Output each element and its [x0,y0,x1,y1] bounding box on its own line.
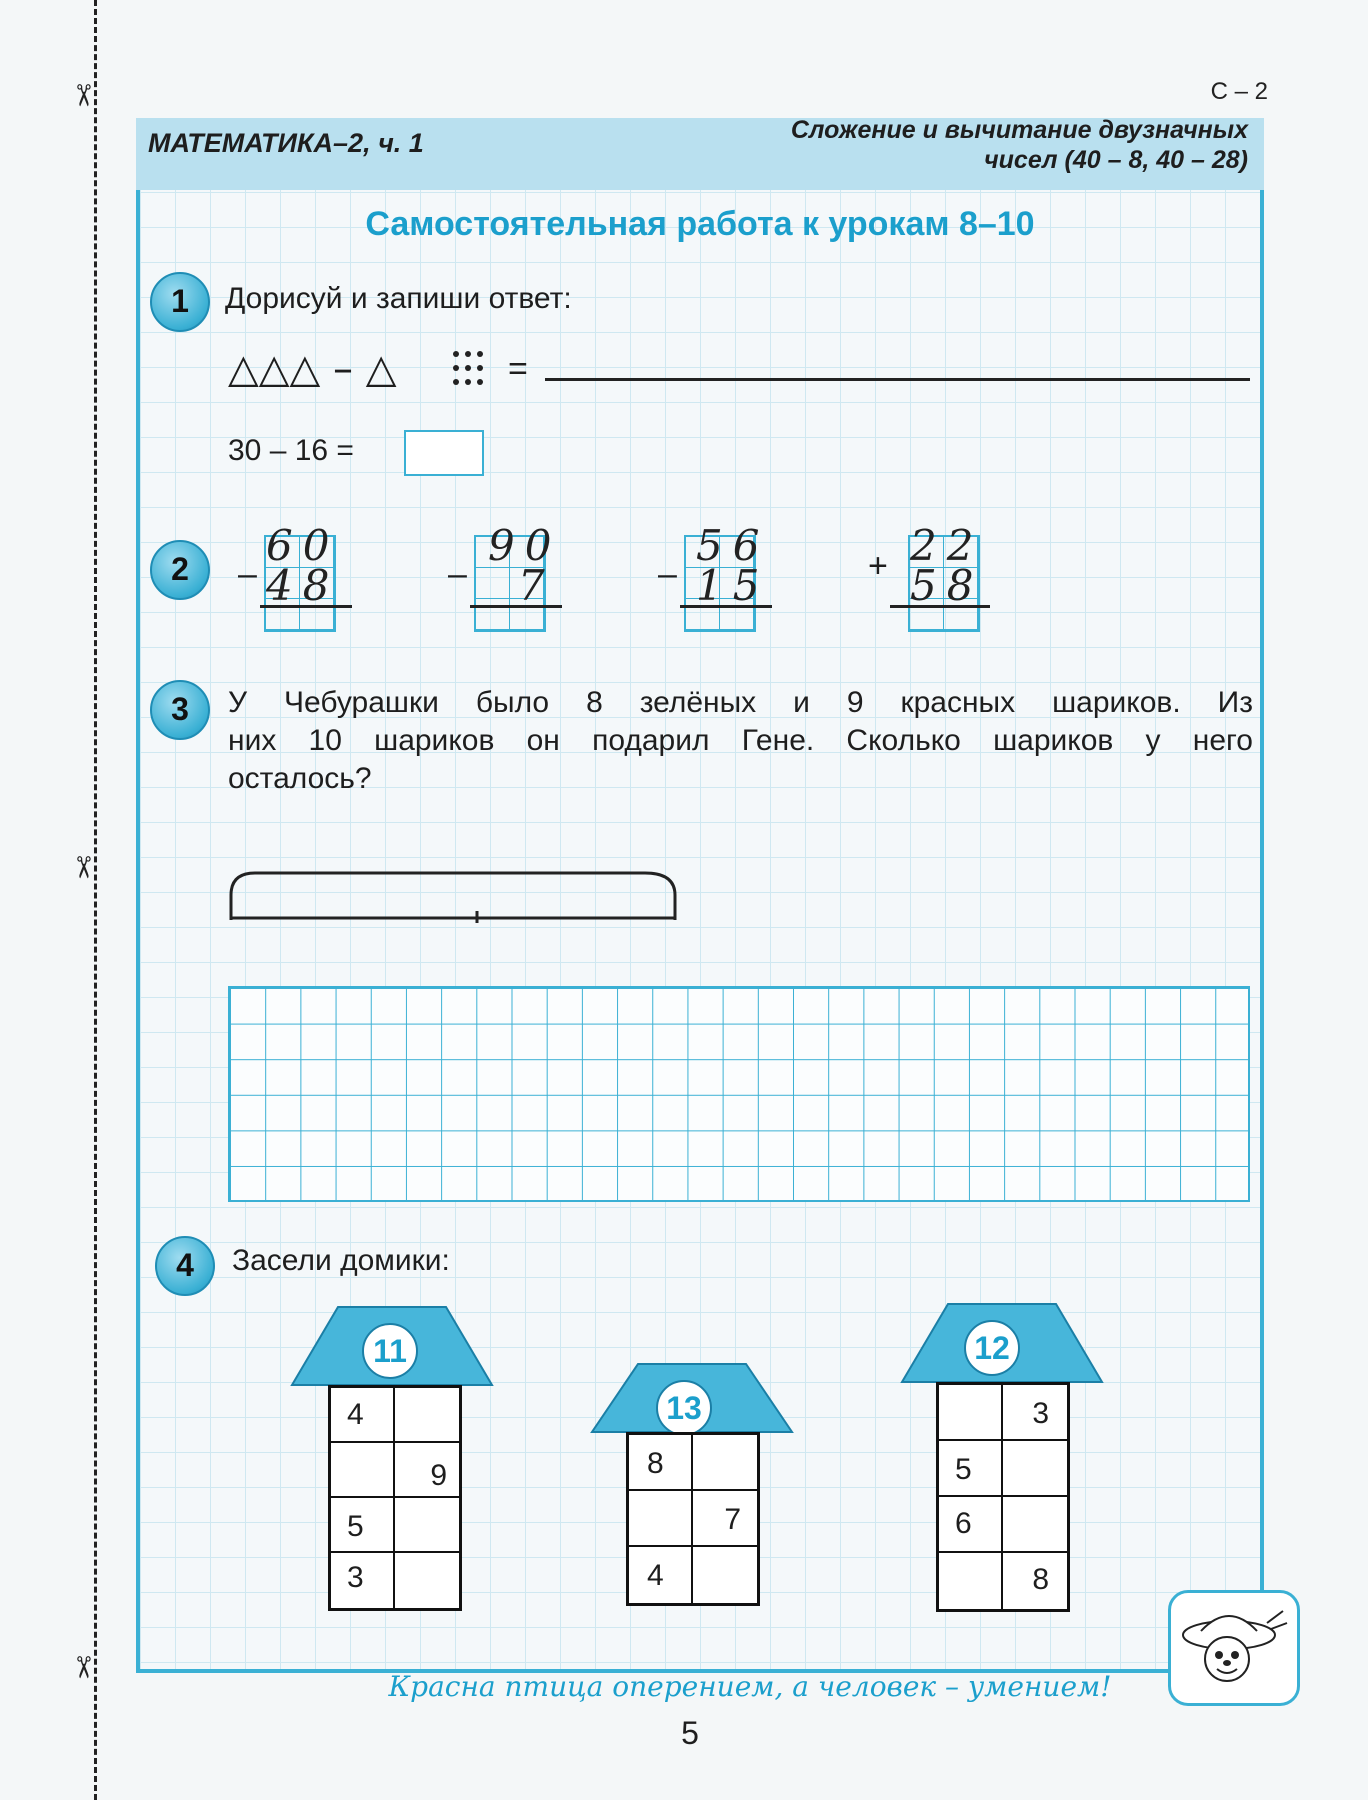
house-number: 11 [362,1323,418,1379]
house-cell[interactable] [1003,1441,1067,1497]
sum-line [890,605,990,608]
house-table [328,1385,462,1611]
task-4-number: 4 [155,1236,215,1296]
sum-line [260,605,352,608]
house-cell[interactable] [395,1498,459,1553]
dots-drawing [448,348,488,388]
proverb: Красна птица оперением, а человек – умением! [388,1670,1112,1703]
answer-line[interactable] [545,378,1250,381]
topic-line-1: Сложение и вычитание двузначных [790,116,1248,144]
bottom-number: 48 [266,561,340,610]
house-cell[interactable]: 5 [331,1498,395,1553]
house-cell[interactable] [395,1388,459,1443]
house-cell[interactable] [939,1553,1003,1609]
house-table [626,1432,760,1606]
segment-diagram[interactable] [225,865,685,925]
house-cell[interactable] [693,1547,757,1603]
top-number: 90 [488,521,562,570]
answer-grid[interactable] [228,986,1250,1202]
subject-title: МАТЕМАТИКА–2, ч. 1 [148,128,424,158]
house-cell[interactable] [395,1553,459,1608]
house-cell[interactable]: 4 [629,1547,693,1603]
house-cell[interactable]: 9 [395,1443,459,1498]
topic-line-2: чисел (40 – 8, 40 – 28) [984,146,1248,174]
scissors-icon: ✂ [65,854,101,881]
top-number: 56 [696,521,770,570]
operator: – [658,555,677,593]
operator: + [868,547,888,585]
worksheet-title: Самостоятельная работа к урокам 8–10 [365,205,1035,243]
house-cell[interactable]: 3 [331,1553,395,1608]
operator: – [238,555,257,593]
house-cell[interactable]: 8 [1032,1563,1049,1596]
task-3-line-3: осталось? [228,762,372,795]
house-cell[interactable] [629,1491,693,1547]
bottom-number: 58 [910,561,984,610]
house-cell[interactable]: 4 [331,1388,395,1443]
scissors-icon: ✂ [65,82,101,109]
house-11 [288,1305,496,1605]
top-number: 60 [266,521,340,570]
triangles-expression: △△△ – △ [228,346,397,392]
sum-line [680,605,772,608]
house-cell[interactable]: 8 [629,1435,693,1491]
equation-30-16: 30 – 16 = [228,434,354,467]
task-1-number: 1 [150,272,210,332]
page-code: С – 2 [1210,78,1268,105]
house-cell[interactable] [331,1443,395,1498]
house-cell[interactable] [1003,1497,1067,1553]
task-3-text [228,684,1253,798]
operator: – [448,555,467,593]
top-number: 22 [910,521,984,570]
house-cell[interactable]: 5 [939,1441,1003,1497]
task-3-line-2: них 10 шариков он подарил Гене. Сколько шариков у него [228,724,1253,757]
task-3-line-1: У Чебурашки было 8 зелёных и 9 красных шариков. Из [228,686,1253,719]
house-cell[interactable] [693,1435,757,1491]
house-number: 13 [656,1380,712,1436]
house-cell[interactable]: 7 [693,1491,757,1547]
scissors-icon: ✂ [65,1654,101,1681]
cut-line [94,0,97,1800]
house-cell[interactable] [939,1385,1003,1441]
house-number: 12 [964,1320,1020,1376]
house-cell[interactable]: 3 [1003,1385,1067,1441]
house-13 [588,1362,796,1612]
sum-line [470,605,562,608]
task-1-text: Дорисуй и запиши ответ: [225,282,572,315]
page-number: 5 [681,1715,699,1751]
house-12 [898,1302,1106,1612]
equals-sign: = [508,350,528,388]
lesson-topic [648,115,1248,175]
task-3-number: 3 [150,680,210,740]
answer-box[interactable] [404,430,484,476]
task-2-number: 2 [150,540,210,600]
house-table [936,1382,1070,1612]
bottom-number: 7 [518,561,555,610]
house-cell[interactable]: 6 [939,1497,1003,1553]
bottom-number: 15 [696,561,770,610]
task-4-text: Засели домики: [232,1244,450,1277]
